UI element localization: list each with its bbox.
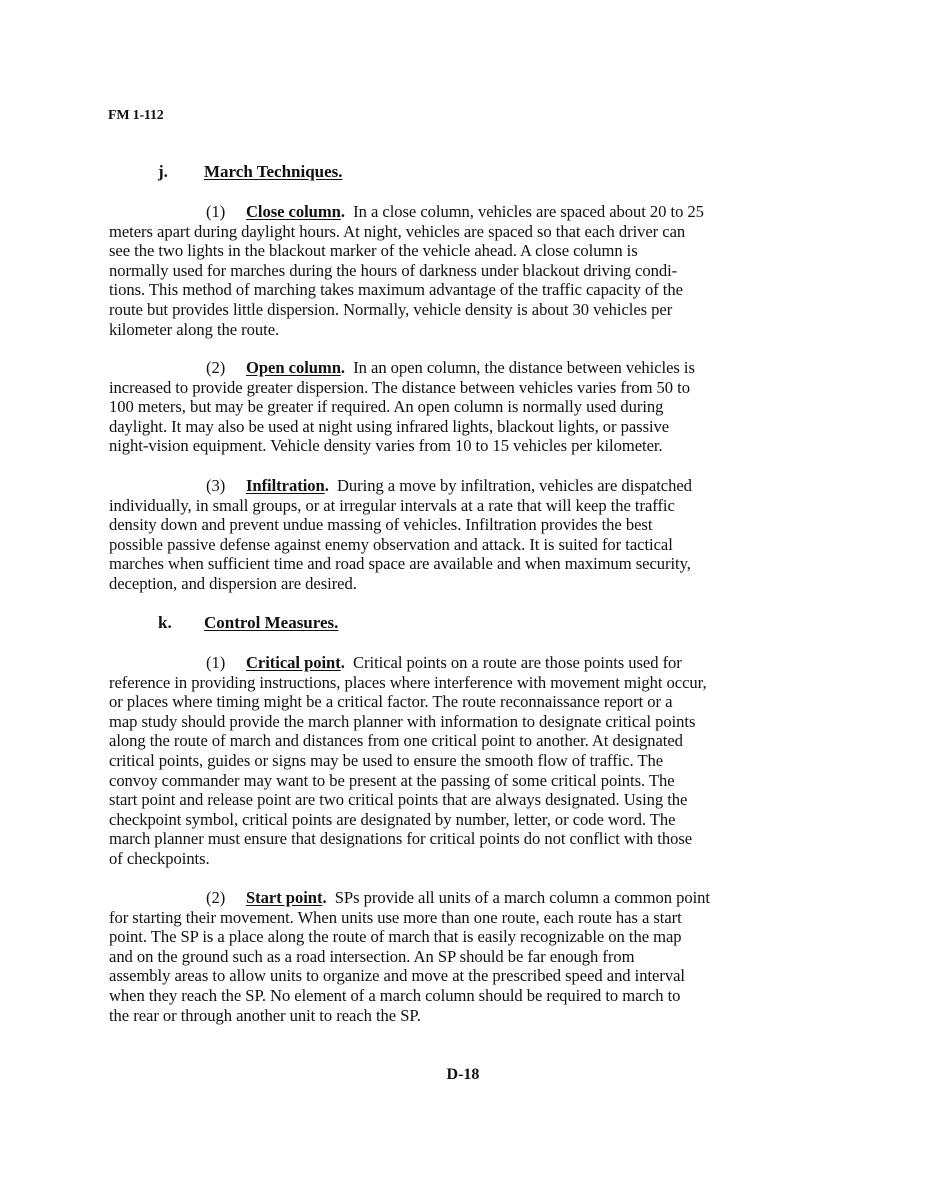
paragraph-line: 100 meters, but may be greater if required. An open column is normally used during: [109, 397, 664, 417]
paragraph-number: (1): [206, 653, 226, 672]
paragraph-line: meters apart during daylight hours. At night, vehicles are spaced so that each driver can: [109, 221, 686, 241]
paragraph-subtitle: Infiltration: [246, 476, 325, 495]
section-letter: k.: [158, 613, 172, 632]
section-letter: j.: [158, 162, 168, 181]
paragraph-line: possible passive defense against enemy observation and attack. It is suited for tactical: [109, 534, 673, 554]
paragraph-line: reference in providing instructions, places where interference with movement might occur,: [109, 672, 707, 692]
paragraph-open-column: [109, 358, 829, 456]
paragraph-text: Critical points on a route are those points used for: [353, 653, 682, 672]
paragraph-line: daylight. It may also be used at night using infrared lights, blackout lights, or passive: [109, 416, 670, 436]
paragraph-first-line: (1) Critical point. Critical points on a route are those points used for: [206, 653, 682, 672]
paragraph-line: increased to provide greater dispersion. The distance between vehicles varies from 50 to: [109, 377, 690, 397]
paragraph-line: tions. This method of marching takes maximum advantage of the traffic capacity of the: [109, 280, 683, 300]
paragraph-first-line: (1) Close column. In a close column, vehicles are spaced about 20 to 25: [206, 202, 704, 221]
paragraph-line: when they reach the SP. No element of a march column should be required to march to: [109, 985, 681, 1005]
paragraph-line: of checkpoints.: [109, 848, 210, 868]
paragraph-line: and on the ground such as a road intersection. An SP should be far enough from: [109, 946, 635, 966]
paragraph-critical-point: [109, 653, 829, 869]
paragraph-subtitle: Close column: [246, 202, 341, 221]
paragraph-start-point: [109, 888, 829, 1025]
paragraph-line: kilometer along the route.: [109, 319, 280, 339]
section-heading-march-techniques: [158, 162, 343, 182]
paragraph-line: for starting their movement. When units use more than one route, each route has a start: [109, 907, 682, 927]
paragraph-text: During a move by infiltration, vehicles are dispatched: [337, 476, 692, 495]
paragraph-subtitle: Start point: [246, 888, 323, 907]
paragraph-line: individually, in small groups, or at irregular intervals at a rate that will keep the traffic: [109, 495, 675, 515]
page-number: D-18: [446, 1066, 480, 1083]
paragraph-subtitle: Open column: [246, 358, 341, 377]
paragraph-infiltration: [109, 476, 829, 594]
paragraph-line: the rear or through another unit to reach the SP.: [109, 1005, 421, 1025]
paragraph-number: (1): [206, 202, 226, 221]
paragraph-close-column: [109, 202, 829, 339]
paragraph-line: march planner must ensure that designations for critical points do not conflict with those: [109, 829, 693, 849]
paragraph-number: (2): [206, 358, 226, 377]
paragraph-line: deception, and dispersion are desired.: [109, 573, 357, 593]
paragraph-line: start point and release point are two critical points that are always designated. Using the: [109, 790, 688, 810]
paragraph-line: assembly areas to allow units to organize and move at the prescribed speed and interval: [109, 966, 685, 986]
paragraph-line: density down and prevent undue massing of vehicles. Infiltration provides the best: [109, 515, 653, 535]
paragraph-line: or places where timing might be a critical factor. The route reconnaissance report or a: [109, 692, 673, 712]
section-title: Control Measures.: [204, 613, 339, 632]
section-title: March Techniques.: [204, 162, 343, 181]
paragraph-line: map study should provide the march planner with information to designate critical points: [109, 711, 696, 731]
paragraph-first-line: (2) Open column. In an open column, the distance between vehicles is: [206, 358, 695, 377]
paragraph-line: along the route of march and distances from one critical point to another. At designated: [109, 731, 683, 751]
paragraph-subtitle: Critical point: [246, 653, 341, 672]
paragraph-line: point. The SP is a place along the route of march that is easily recognizable on the map: [109, 927, 682, 947]
paragraph-line: convoy commander may want to be present at the passing of some critical points. The: [109, 770, 675, 790]
paragraph-text: In a close column, vehicles are spaced about 20 to 25: [353, 202, 704, 221]
paragraph-text: In an open column, the distance between vehicles is: [353, 358, 695, 377]
paragraph-text: SPs provide all units of a march column a common point: [334, 888, 710, 907]
paragraph-first-line: (2) Start point. SPs provide all units of a march column a common point: [206, 888, 710, 907]
paragraph-line: marches when sufficient time and road space are available and when maximum security,: [109, 554, 691, 574]
document-id-header: FM 1-112: [108, 108, 164, 123]
paragraph-line: see the two lights in the blackout marker of the vehicle ahead. A close column is: [109, 241, 638, 261]
paragraph-number: (3): [206, 476, 226, 495]
paragraph-line: checkpoint symbol, critical points are designated by number, letter, or code word. The: [109, 809, 676, 829]
paragraph-line: normally used for marches during the hours of darkness under blackout driving condi-: [109, 260, 678, 280]
paragraph-first-line: (3) Infiltration. During a move by infiltration, vehicles are dispatched: [206, 476, 692, 495]
paragraph-line: route but provides little dispersion. Normally, vehicle density is about 30 vehicles per: [109, 299, 673, 319]
section-heading-control-measures: [158, 613, 338, 633]
paragraph-line: critical points, guides or signs may be used to ensure the smooth flow of traffic. The: [109, 750, 664, 770]
paragraph-number: (2): [206, 888, 226, 907]
paragraph-line: night-vision equipment. Vehicle density varies from 10 to 15 vehicles per kilometer.: [109, 436, 663, 456]
